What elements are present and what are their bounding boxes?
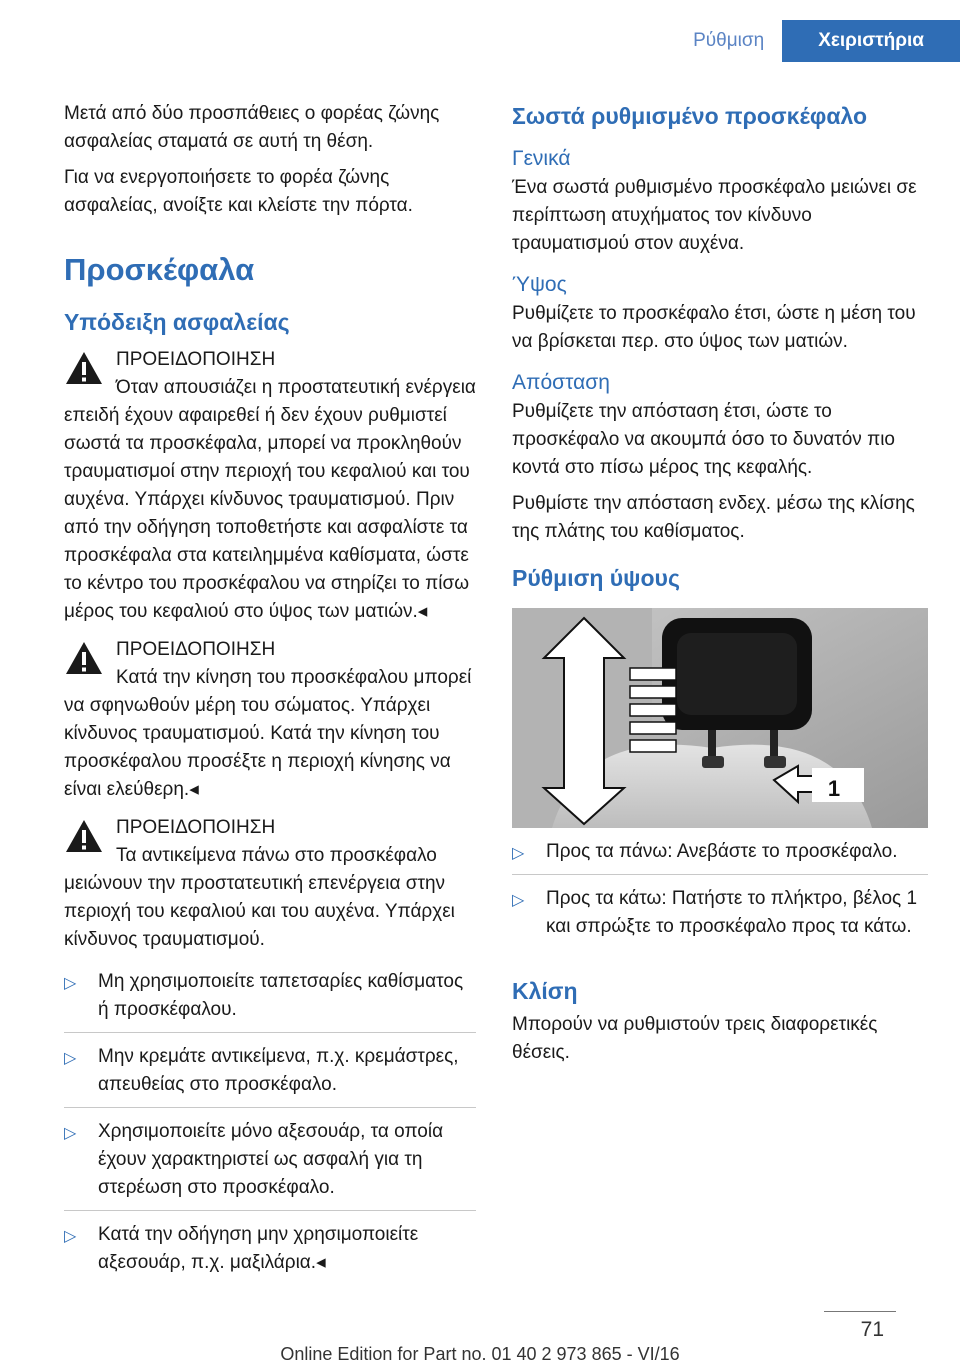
warning-label: ΠΡΟΕΙΔΟΠΟΙΗΣΗ bbox=[116, 817, 276, 838]
correct-headrest-heading: Σωστά ρυθμισμένο προσκέφαλο bbox=[512, 103, 868, 129]
warning-label: ΠΡΟΕΙΔΟΠΟΙΗΣΗ bbox=[116, 639, 276, 660]
list-item: ▷ Κατά την οδήγηση μην χρησιμοποιείτε αξεσουάρ, π.χ. μαξιλάρια.◂ bbox=[64, 1210, 476, 1285]
triangle-bullet-icon: ▷ bbox=[64, 1125, 77, 1142]
list-item: ▷ Μη χρησιμοποιείτε ταπετσαρίες καθίσματος ή προσκέφαλου. bbox=[64, 971, 464, 1020]
footer-rule bbox=[824, 1311, 896, 1312]
warning-text: Τα αντικείμενα πάνω στο προσκέφαλο μειώνουν την προστατευτική επενέργεια στην περιοχή του κεφαλιού και του αυχένα. Υπάρχει κίνδυνος τραυματισμού. bbox=[64, 845, 455, 950]
list-item: ▷ Προς τα κάτω: Πατήστε το πλήκτρο, βέλος 1 και σπρώξτε το προσκέφαλο προς τα κάτω. bbox=[512, 874, 928, 949]
height-paragraph: Ρυθμίζετε το προσκέφαλο έτσι, ώστε η μέση του να βρίσκεται περ. στο ύψος των ματιών. bbox=[512, 303, 916, 352]
headrest-adjust-photo bbox=[512, 608, 928, 828]
distance-heading: Απόσταση bbox=[512, 371, 610, 394]
page-number: 71 bbox=[860, 1318, 884, 1341]
warning-text: Κατά την κίνηση του προσκέφαλου μπορεί να σφηνωθούν μέρη του σώματος. Υπάρχει κίνδυνος τραυματισμού. Κατά την κίνηση του προσκέφαλου προσέξτε η περιοχή κίνησης να είναι ελεύθερη.◂ bbox=[64, 667, 472, 800]
distance-paragraph-1: Ρυθμίζετε την απόσταση έτσι, ώστε το προσκέφαλο να ακουμπά όσο το δυνατόν πιο κοντά στο πίσω μέρος της κεφαλής. bbox=[512, 401, 895, 478]
warning-triangle-icon bbox=[64, 350, 104, 386]
right-column bbox=[512, 100, 928, 1075]
page-header bbox=[675, 20, 960, 62]
warning-triangle-icon bbox=[64, 818, 104, 854]
warning-text: Όταν απουσιάζει η προστατευτική ενέργεια επειδή έχουν αφαιρεθεί ή δεν έχουν ρυθμιστεί σωστά τα προσκέφαλα, μπορεί να προκληθούν τραυματισμοί στην περιοχή του κεφαλιού και του αυχένα. Υπάρχει κίνδυνος τραυματισμού. Πριν από την οδήγηση τοποθετήστε και ασφαλίστε τα προσκέφαλα στα κατειλημμένα καθίσματα, ώστε το κέντρο του προσκέφαλου να στηρίζει το πίσω μέρος του κεφαλιού στο ύψος των ματιών.◂ bbox=[64, 377, 476, 622]
triangle-bullet-icon: ▷ bbox=[512, 892, 525, 909]
left-column bbox=[64, 100, 476, 1285]
intro-paragraph-1: Μετά από δύο προσπάθειες ο φορέας ζώνης ασφαλείας σταματά σε αυτή τη θέση. bbox=[64, 103, 440, 152]
height-heading: Ύψος bbox=[512, 273, 567, 296]
warning-block-1 bbox=[64, 346, 476, 626]
tilt-heading: Κλίση bbox=[512, 978, 578, 1004]
list-item: ▷ Μην κρεμάτε αντικείμενα, π.χ. κρεμάστρες, απευθείας στο προσκέφαλο. bbox=[64, 1032, 476, 1107]
section-title: Προσκέφαλα bbox=[64, 252, 255, 287]
triangle-bullet-icon: ▷ bbox=[64, 1228, 77, 1245]
triangle-bullet-icon: ▷ bbox=[512, 845, 525, 862]
height-bullet-list bbox=[512, 834, 928, 949]
warning-label: ΠΡΟΕΙΔΟΠΟΙΗΣΗ bbox=[116, 349, 276, 370]
list-item: ▷ Προς τα πάνω: Ανεβάστε το προσκέφαλο. bbox=[512, 834, 928, 874]
section-tab-controls[interactable]: Χειριστήρια bbox=[782, 20, 960, 62]
safety-heading: Υπόδειξη ασφαλείας bbox=[64, 309, 290, 335]
intro-paragraph-2: Για να ενεργοποιήσετε το φορέα ζώνης ασφαλείας, ανοίξτε και κλείστε την πόρτα. bbox=[64, 167, 413, 216]
safety-bullet-list bbox=[64, 964, 476, 1285]
distance-paragraph-2: Ρυθμίστε την απόσταση ενδεχ. μέσω της κλίσης της πλάτης του καθίσματος. bbox=[512, 493, 915, 542]
warning-triangle-icon bbox=[64, 640, 104, 676]
tilt-paragraph: Μπορούν να ρυθμιστούν τρεις διαφορετικές θέσεις. bbox=[512, 1014, 878, 1063]
general-paragraph: Ένα σωστά ρυθμισμένο προσκέφαλο μειώνει σε περίπτωση ατυχήματος τον κίνδυνο τραυματισμού στον αυχένα. bbox=[512, 177, 917, 254]
footer-edition: Online Edition for Part no. 01 40 2 973 865 - VI/16 bbox=[280, 1344, 680, 1362]
section-tab-setting[interactable]: Ρύθμιση bbox=[675, 20, 782, 62]
warning-block-2 bbox=[64, 636, 476, 804]
triangle-bullet-icon: ▷ bbox=[64, 1050, 77, 1067]
list-item: ▷ Χρησιμοποιείτε μόνο αξεσουάρ, τα οποία έχουν χαρακτηριστεί ως ασφαλή για τη στερέωση στο προσκέφαλο. bbox=[64, 1107, 476, 1210]
photo-callout-label: 1 bbox=[827, 776, 841, 801]
general-heading: Γενικά bbox=[512, 147, 571, 170]
warning-block-3 bbox=[64, 814, 476, 954]
height-adjust-heading: Ρύθμιση ύψους bbox=[512, 565, 680, 591]
triangle-bullet-icon: ▷ bbox=[64, 975, 77, 992]
